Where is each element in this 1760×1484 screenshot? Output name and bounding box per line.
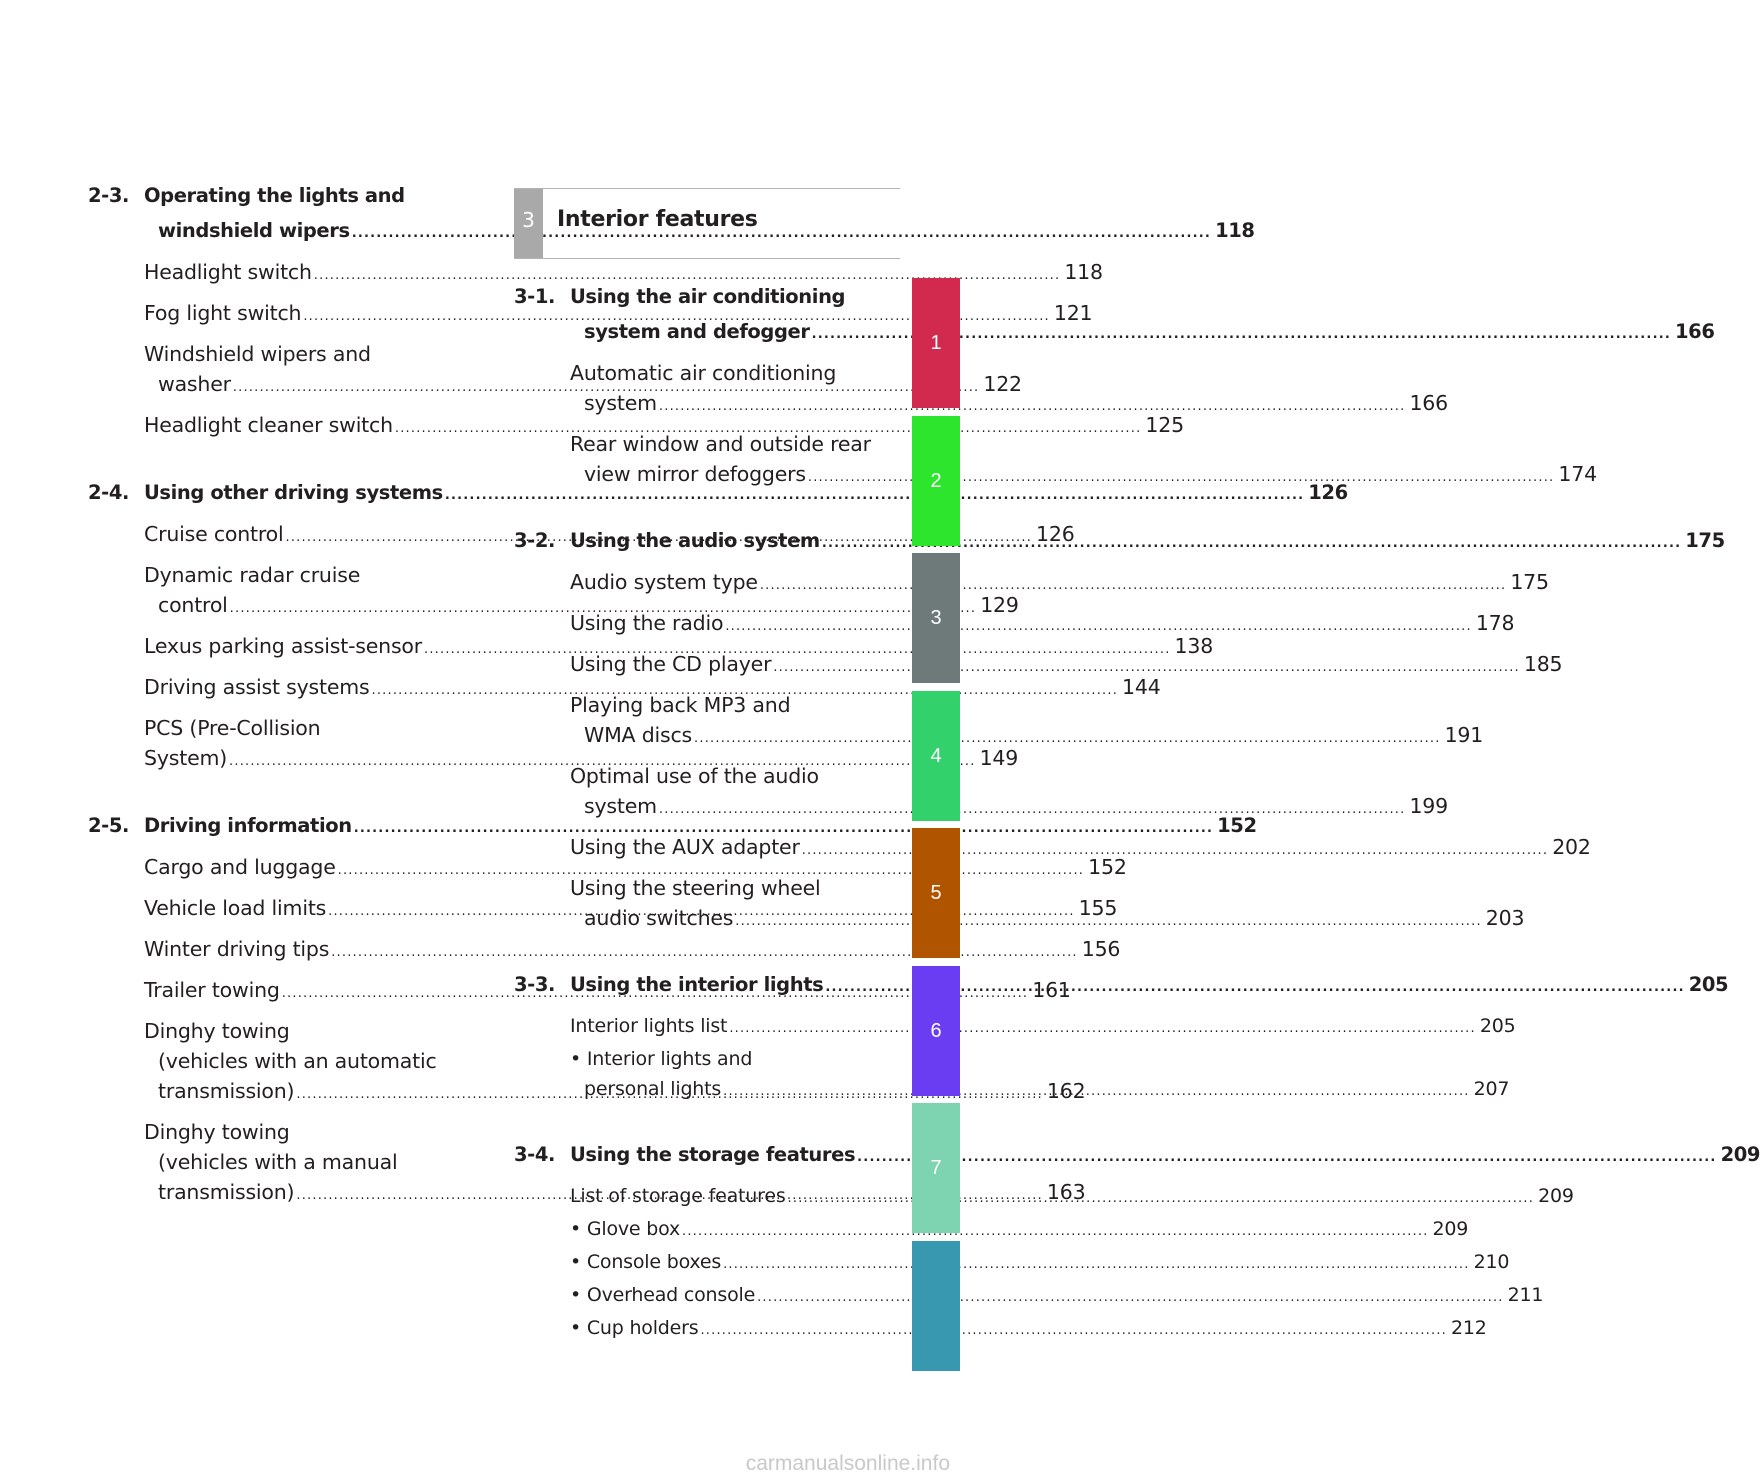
section-number: 2-5. xyxy=(88,814,130,837)
entry-title: Using the CD player xyxy=(570,652,772,676)
entry-title-line: (vehicles with an automatic xyxy=(158,1049,437,1073)
page-number: 205 xyxy=(1479,1015,1516,1037)
tab-label: 7 xyxy=(930,1156,942,1179)
entry-title-line: Playing back MP3 and xyxy=(570,693,791,717)
entry-title: washer xyxy=(158,372,231,396)
page-number: 209 xyxy=(1432,1218,1469,1240)
page-number: 152 xyxy=(1217,814,1257,837)
tab-label: 2 xyxy=(930,469,942,492)
chapter-tab-7[interactable] xyxy=(912,1103,960,1233)
toc-entry[interactable] xyxy=(570,608,1515,642)
section-number: 3-3. xyxy=(514,973,556,996)
page-number: 210 xyxy=(1473,1251,1510,1273)
chapter-tab-2[interactable] xyxy=(912,416,960,546)
tab-label: 1 xyxy=(930,331,942,354)
page-number: 202 xyxy=(1552,835,1591,859)
toc-entry[interactable] xyxy=(570,1011,1516,1044)
page-number: 203 xyxy=(1485,906,1525,930)
tab-label: 4 xyxy=(930,744,942,767)
toc-entry[interactable] xyxy=(570,1247,1510,1280)
dot-leader xyxy=(735,907,1482,937)
section-title-line: Operating the lights and xyxy=(144,184,405,207)
page-number: 185 xyxy=(1523,652,1563,676)
dot-leader xyxy=(723,1077,1470,1107)
entry-title: • Glove box xyxy=(570,1218,680,1240)
dot-leader xyxy=(723,1250,1470,1280)
toc-entry[interactable] xyxy=(144,934,1121,968)
dot-leader xyxy=(757,1283,1504,1313)
entry-title: Headlight cleaner switch xyxy=(144,413,393,437)
section-title: Using the storage features xyxy=(570,1143,856,1166)
chapter-tab-5[interactable] xyxy=(912,828,960,958)
tab-label: 3 xyxy=(930,606,942,629)
chapter-tab-6[interactable] xyxy=(912,966,960,1096)
entry-title: • Cup holders xyxy=(570,1317,699,1339)
page-number: 149 xyxy=(979,746,1019,770)
entry-title-line: Dinghy towing xyxy=(144,1019,290,1043)
page-number: 156 xyxy=(1081,937,1121,961)
toc-entry[interactable] xyxy=(570,832,1591,866)
toc-entry[interactable] xyxy=(570,1214,1469,1247)
entry-title: Trailer towing xyxy=(144,978,280,1002)
toc-entry[interactable] xyxy=(570,567,1549,601)
section-title: Using the audio system xyxy=(570,529,820,552)
toc-entry[interactable] xyxy=(570,649,1563,683)
entry-title: • Console boxes xyxy=(570,1251,722,1273)
page-number: 209 xyxy=(1538,1185,1574,1207)
section-number: 3-4. xyxy=(514,1143,556,1166)
entry-title-line: • Interior lights and xyxy=(570,1048,753,1070)
section-heading[interactable] xyxy=(88,475,1348,513)
toc-entry[interactable] xyxy=(144,852,1127,886)
entry-title-line: Dinghy towing xyxy=(144,1120,290,1144)
page-number: 199 xyxy=(1409,794,1448,818)
chapter-tab-1[interactable] xyxy=(912,278,960,408)
entry-title: system xyxy=(584,794,657,818)
section-heading[interactable] xyxy=(514,1137,1760,1175)
page-number: 175 xyxy=(1685,529,1725,552)
dot-leader xyxy=(659,795,1406,825)
section-title-line: system and defogger xyxy=(584,320,810,343)
section-title: Using the interior lights xyxy=(570,973,824,996)
watermark: carmanualsonline.info xyxy=(745,1452,950,1475)
chapter-tab-3[interactable] xyxy=(912,553,960,683)
entry-title: system xyxy=(584,391,657,415)
entry-title: Audio system type xyxy=(570,570,758,594)
page-number: 155 xyxy=(1078,896,1118,920)
page-number: 118 xyxy=(1215,219,1255,242)
toc-entry[interactable] xyxy=(570,761,1448,825)
toc-entry[interactable] xyxy=(570,690,1484,754)
dot-leader xyxy=(659,392,1406,422)
entry-title: transmission) xyxy=(158,1180,295,1204)
section-number: 2-4. xyxy=(88,481,130,504)
entry-title-line: Windshield wipers and xyxy=(144,342,371,366)
page-number: 166 xyxy=(1674,320,1715,343)
section-title: Driving information xyxy=(144,814,352,837)
entry-title: • Overhead console xyxy=(570,1284,756,1306)
entry-title: Using the radio xyxy=(570,611,724,635)
toc-entry[interactable] xyxy=(570,1280,1544,1313)
page-number: 122 xyxy=(983,372,1022,396)
chapter-header xyxy=(514,188,900,259)
page-number: 161 xyxy=(1032,978,1071,1002)
page-number: 175 xyxy=(1510,570,1549,594)
page-number: 166 xyxy=(1409,391,1448,415)
entry-title: personal lights xyxy=(584,1078,722,1100)
entry-title: Driving assist systems xyxy=(144,675,370,699)
page-number: 163 xyxy=(1046,1180,1086,1204)
page-number: 125 xyxy=(1145,413,1184,437)
page-number: 191 xyxy=(1444,723,1484,747)
entry-title: Cruise control xyxy=(144,522,284,546)
page-number: 209 xyxy=(1720,1143,1760,1166)
dot-leader xyxy=(694,724,1441,754)
entry-title: view mirror defoggers xyxy=(584,462,806,486)
page-number: 138 xyxy=(1174,634,1214,658)
entry-title: Using the AUX adapter xyxy=(570,835,800,859)
entry-title: Cargo and luggage xyxy=(144,855,336,879)
entry-title-line: Using the steering wheel xyxy=(570,876,821,900)
entry-title-line: Optimal use of the audio xyxy=(570,764,819,788)
section-number: 2-3. xyxy=(88,184,130,207)
entry-title: Headlight switch xyxy=(144,260,312,284)
page-number: 205 xyxy=(1688,973,1729,996)
section-number: 3-2. xyxy=(514,529,556,552)
page-number: 207 xyxy=(1473,1078,1510,1100)
chapter-tab-4[interactable] xyxy=(912,691,960,821)
tab-label: 6 xyxy=(930,1019,942,1042)
entry-title: Winter driving tips xyxy=(144,937,330,961)
section-number: 3-1. xyxy=(514,285,556,308)
page-number: 162 xyxy=(1046,1079,1086,1103)
toc-entry[interactable] xyxy=(144,257,1103,291)
section-title-line: Using the air conditioning xyxy=(570,285,846,308)
dot-leader xyxy=(729,1014,1476,1044)
toc-entry[interactable] xyxy=(570,1313,1487,1346)
entry-title: control xyxy=(158,593,228,617)
entry-title: Interior lights list xyxy=(570,1015,728,1037)
dot-leader xyxy=(682,1217,1429,1247)
page-number: 144 xyxy=(1122,675,1161,699)
page-number: 174 xyxy=(1558,462,1597,486)
entry-title: transmission) xyxy=(158,1079,295,1103)
section-heading[interactable] xyxy=(88,808,1257,846)
entry-title: Vehicle load limits xyxy=(144,896,327,920)
entry-title-line: Dynamic radar cruise xyxy=(144,563,361,587)
entry-title-line: Rear window and outside rear xyxy=(570,432,871,456)
entry-title: WMA discs xyxy=(584,723,693,747)
dot-leader xyxy=(773,653,1520,683)
entry-title: List of storage features xyxy=(570,1185,786,1207)
entry-title-line: PCS (Pre-Collision xyxy=(144,716,321,740)
dot-leader xyxy=(788,1184,1535,1214)
dot-leader xyxy=(725,612,1472,642)
page-number: 152 xyxy=(1088,855,1127,879)
dot-leader xyxy=(700,1316,1447,1346)
chapter-tabs xyxy=(912,0,960,1484)
dot-leader xyxy=(857,1140,1716,1175)
page-number: 212 xyxy=(1451,1317,1487,1339)
dot-leader xyxy=(760,571,1507,601)
entry-title: Lexus parking assist-sensor xyxy=(144,634,422,658)
entry-title: Fog light switch xyxy=(144,301,302,325)
tab-label: 5 xyxy=(930,881,942,904)
page-number: 129 xyxy=(980,593,1019,617)
entry-title: System) xyxy=(144,746,228,770)
section-title: Using other driving systems xyxy=(144,481,443,504)
page-number: 118 xyxy=(1064,260,1103,284)
page-number: 126 xyxy=(1036,522,1075,546)
entry-title-line: (vehicles with a manual xyxy=(158,1150,398,1174)
page-number: 211 xyxy=(1507,1284,1544,1306)
section-title-line: windshield wipers xyxy=(158,219,350,242)
entry-title: audio switches xyxy=(584,906,734,930)
chapter-tab-index[interactable] xyxy=(912,1241,960,1371)
entry-title-line: Automatic air conditioning xyxy=(570,361,837,385)
page-number: 126 xyxy=(1308,481,1348,504)
chapter-number: 3 xyxy=(514,189,543,258)
page-number: 178 xyxy=(1475,611,1515,635)
page-number: 121 xyxy=(1053,301,1093,325)
chapter-title: Interior features xyxy=(557,207,758,232)
